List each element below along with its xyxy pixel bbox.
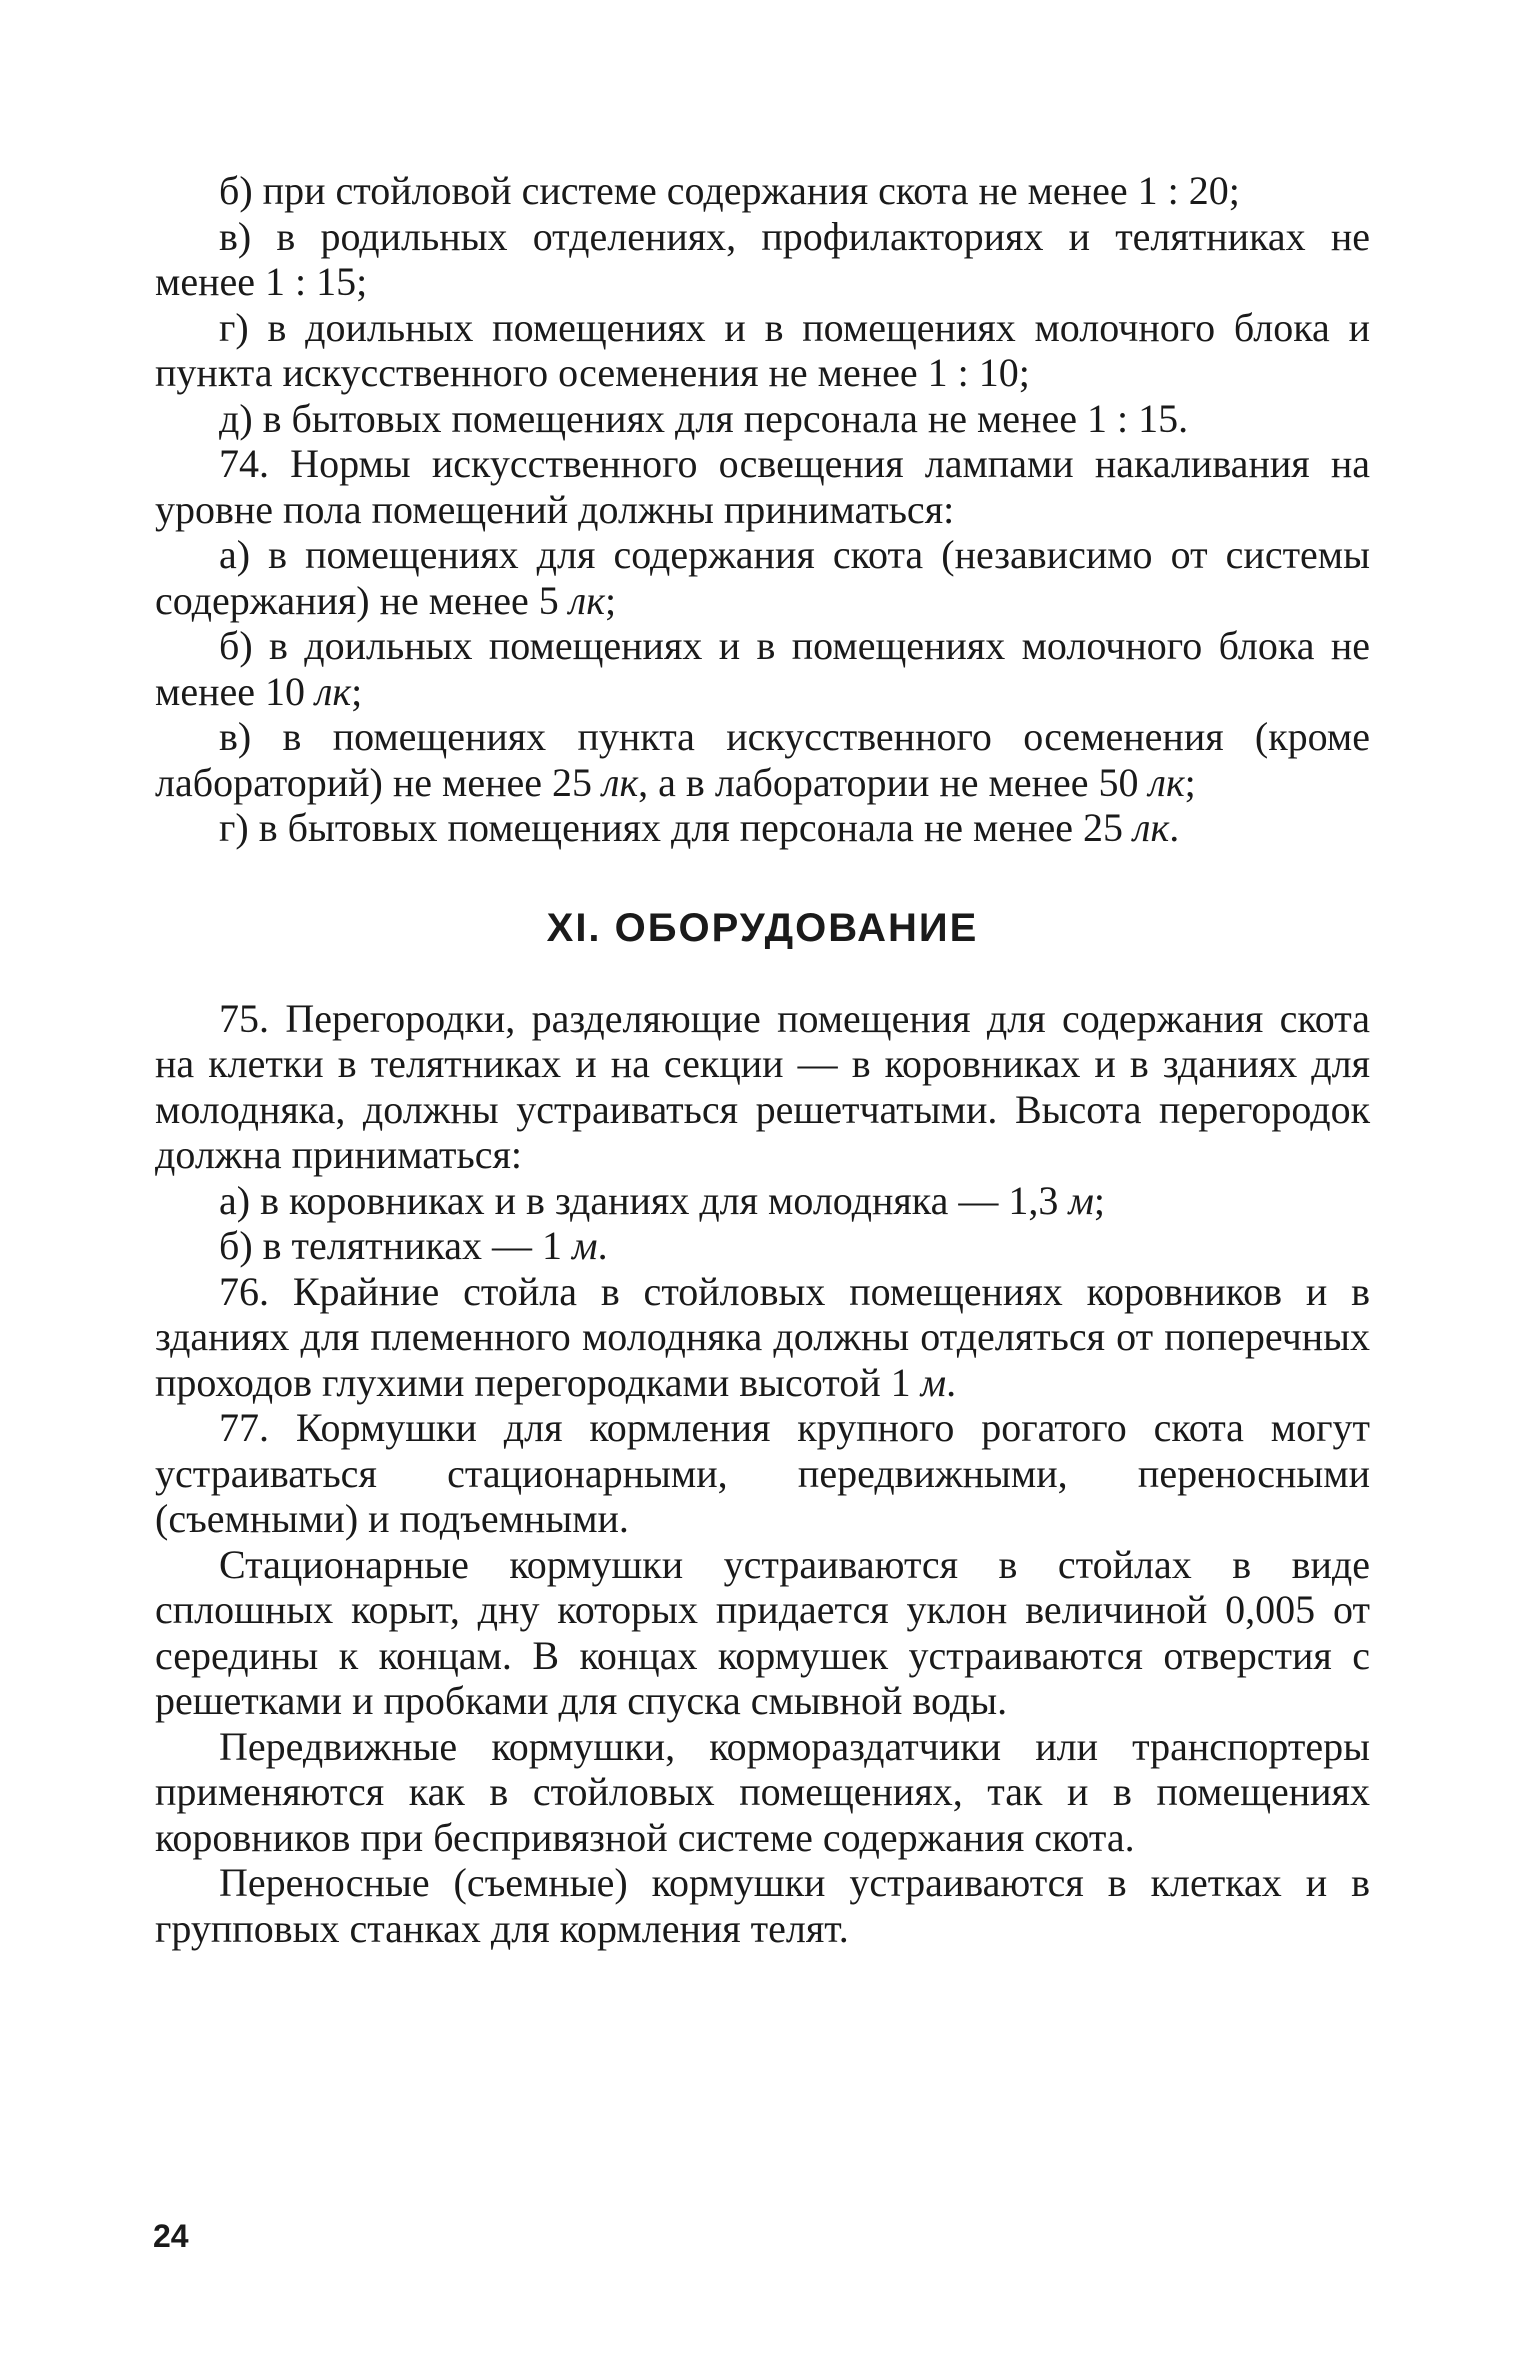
- paragraph-76-unit: м: [920, 1359, 947, 1405]
- paragraph-76-text: 76. Крайние стойла в стойловых помещениях коровников и в зданиях для племенного молодняка должны отделяться от поперечных проходов глухими перегородками высотой 1: [155, 1268, 1370, 1405]
- item-b-stall-ratio: б) при стойловой системе содержания скота не менее 1 : 20;: [219, 168, 1240, 213]
- lighting-item-b: б) в доильных помещениях и в помещениях молочного блока не менее 10 лк;: [155, 623, 1370, 714]
- paragraph-stationary-feeders: Стационарные кормушки устраиваются в стойлах в виде сплошных корыт, дну которых придается уклон величиной 0,005 от середины к концам. В концах кормушек устраиваются отверстия с решетками и пробками для спуска смывной воды.: [155, 1541, 1370, 1723]
- lighting-item-v: в) в помещениях пункта искусственного осеменения (кроме лабораторий) не менее 25 лк, а в лаборатории не менее 50 лк;: [155, 714, 1370, 805]
- page-number: 24: [153, 2218, 189, 2254]
- lighting-item-v-unit2: лк: [1148, 759, 1185, 805]
- paragraph-75-b-unit: м: [572, 1223, 598, 1268]
- lighting-item-v-unit1: лк: [602, 759, 639, 805]
- paragraph-76: 76. Крайние стойла в стойловых помещениях коровников и в зданиях для племенного молодняка должны отделяться от поперечных проходов глухими перегородками высотой 1 м.: [155, 1268, 1370, 1405]
- item-v-maternity-ratio: в) в родильных отделениях, профилакториях и телятниках не менее 1 : 15;: [155, 213, 1370, 304]
- paragraph-75-a-text: а) в коровниках и в зданиях для молодняка — 1,3: [219, 1177, 1059, 1223]
- lighting-item-a-text: а) в помещениях для содержания скота (независимо от системы содержания) не менее 5: [155, 532, 1370, 623]
- lighting-item-v-text1: в) в помещениях пункта искусственного осеменения (кроме лабораторий) не менее 25: [155, 714, 1370, 805]
- text-body: [155, 168, 1370, 1951]
- lighting-item-g: г) в бытовых помещениях для персонала не менее 25 лк.: [219, 805, 1180, 850]
- paragraph-75-a-unit: м: [1068, 1177, 1094, 1223]
- lighting-item-a-unit: лк: [568, 577, 605, 623]
- paragraph-75-a: а) в коровниках и в зданиях для молодняка — 1,3 м;: [219, 1177, 1106, 1223]
- paragraph-mobile-feeders: Передвижные кормушки, кормораздатчики или транспортеры применяются как в стойловых помещениях, так и в помещениях коровников при беспривязной системе содержания скота.: [155, 1723, 1370, 1860]
- item-g-milking-ratio: г) в доильных помещениях и в помещениях молочного блока и пункта искусственного осеменения не менее 1 : 10;: [155, 304, 1370, 395]
- lighting-item-g-text: г) в бытовых помещениях для персонала не менее 25: [219, 805, 1124, 850]
- lighting-item-b-unit: лк: [314, 668, 352, 714]
- lighting-item-b-text: б) в доильных помещениях и в помещениях молочного блока не менее 10: [155, 623, 1370, 714]
- lighting-item-v-text2: , а в лаборатории не менее 50: [638, 759, 1139, 805]
- paragraph-74: 74. Нормы искусственного освещения лампами накаливания на уровне пола помещений должны приниматься:: [155, 441, 1370, 532]
- paragraph-77: 77. Кормушки для кормления крупного рогатого скота могут устраиваться стационарными, передвижными, переносными (съемными) и подъемными.: [155, 1405, 1370, 1541]
- section-heading: XI. ОБОРУДОВАНИЕ: [546, 905, 979, 950]
- paragraph-removable-feeders: Переносные (съемные) кормушки устраиваются в клетках и в групповых станках для кормления телят.: [155, 1860, 1370, 1951]
- paragraph-75-b: б) в телятниках — 1 м.: [219, 1223, 608, 1268]
- paragraph-75: 75. Перегородки, разделяющие помещения для содержания скота на клетки в телятниках и на секции — в коровниках и в зданиях для молодняка, должны устраиваться решетчатыми. Высота перегородок должна приниматься:: [155, 995, 1370, 1177]
- lighting-item-a: а) в помещениях для содержания скота (независимо от системы содержания) не менее 5 лк;: [155, 532, 1370, 623]
- paragraph-75-b-text: б) в телятниках — 1: [219, 1223, 563, 1268]
- lighting-item-g-unit: лк: [1133, 805, 1170, 850]
- item-d-staff-ratio: д) в бытовых помещениях для персонала не менее 1 : 15.: [219, 395, 1189, 441]
